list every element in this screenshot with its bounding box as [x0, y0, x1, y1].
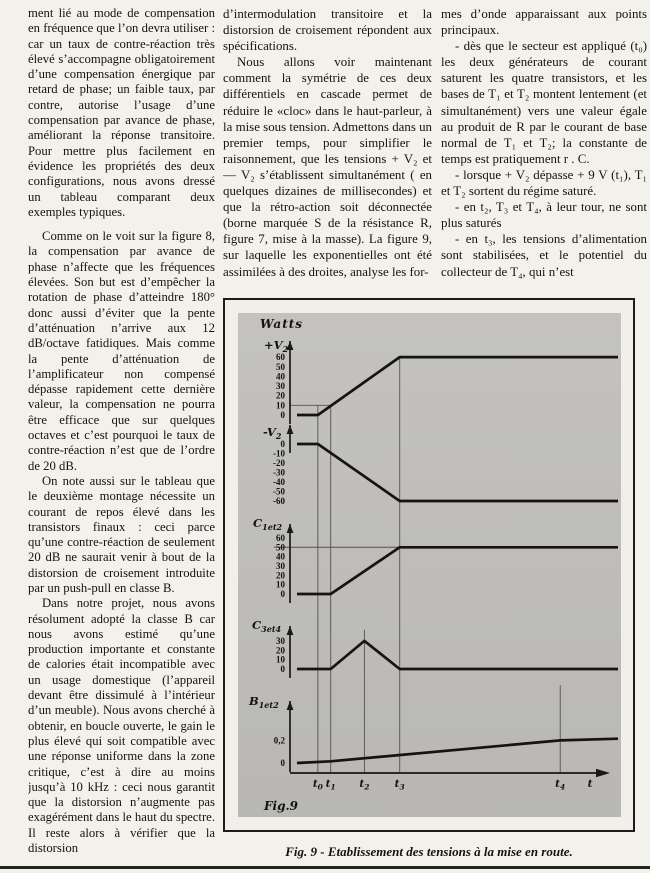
- tick-label-plus-v2: 30: [276, 381, 285, 392]
- panel-label-plus-v2: $+V_2$: [264, 338, 289, 354]
- tick-label-c3et4: 10: [276, 654, 285, 665]
- figure-caption: Fig. 9 - Etablissement des tensions à la mise en route.: [285, 844, 573, 859]
- arrow-up-icon: [287, 701, 294, 710]
- paragraph: d’intermodulation transitoire et la distorsion de croisement répondent aux spécifications.: [223, 7, 432, 54]
- tick-label-minus-v2: 0: [280, 439, 285, 449]
- tick-label-c1et2: 30: [276, 560, 285, 571]
- tick-label-minus-v2: -60: [273, 496, 285, 506]
- curve-b1et2: [297, 739, 618, 763]
- tick-label-plus-v2: 60: [276, 352, 285, 363]
- tick-label-c1et2: 60: [276, 532, 285, 543]
- panel-label-minus-v2: $-V_2$: [263, 425, 282, 441]
- paragraph: Dans notre projet, nous avons résolument adopté la classe B car nous avons estimé qu’une production importante et constante de calories était incompatible avec un usage domestique (l’appareil devant être dissimulé à l’intérieur d’un meuble). Nous avons cherché à obtenir, en boucle ouverte, le gain le plus élevé qui soit compatible avec une réponse uniforme dans la zone critique, c’est à dire au moins jusqu’à 10 kHz : ceci nous garantit que la distorsion n’augmente pas exagérément dans le haut du spectre. Il reste alors à vérifier que la distorsion: [28, 596, 215, 856]
- x-tick-label-t3: $t_3$: [394, 778, 405, 792]
- paragraph: - en t₂, T₃ et T₄, à leur tour, ne sont plus saturés: [441, 200, 647, 231]
- text-column-3: [441, 6, 647, 298]
- paragraph: On note aussi sur le tableau que le deuxième montage nécessite un courant de repos élevé dans les transistors finaux : ceci parce qu’une contre-réaction de seulement 20 dB ne saurait venir à bout de la distorsion de croisement introduite par un push-pull en classe B.: [28, 473, 215, 595]
- tick-label-c1et2: 20: [276, 570, 285, 581]
- arrow-up-icon: [287, 524, 294, 533]
- paragraph: - en t₃, les tensions d’alimentation sont stabilisées, et le potentiel du collecteur de T₄, qui n’est: [441, 232, 647, 279]
- text-column-1: [28, 6, 215, 864]
- figure-9-frame: [223, 298, 635, 832]
- paragraph: ment lié au mode de compensation en fréquence que l’on devra utiliser : car un taux de contre-réaction très élevé s’accompagne obligatoirement d’une compensation énergique par retard de phase; un faible taux, par contre, autorise l’usage d’une compensation par avance de phase, améliorant la réponse transitoire. Pour mettre plus facilement en évidence les propriétés des deux configurations, nous avons dressé un tableau comparant deux exemples typiques.: [28, 6, 215, 219]
- panel-label-c3et4: $C_{3et4}$: [252, 618, 282, 634]
- tick-label-c1et2: 50: [276, 542, 285, 553]
- paragraph: - dès que le secteur est appliqué (t₀) les deux générateurs de courant saturent les quatre transistors, et les bases de T₁ et T₂ montent lentement (et simultanément) vers une valeur égale au produit de R par le courant de base normal de T₁ et T₂; la constante de temps est pratiquement r . C.: [441, 39, 647, 166]
- panel-label-c1et2: $C_{1et2}$: [253, 516, 283, 532]
- tick-label-b1et2: 0,2: [273, 735, 285, 746]
- tick-label-plus-v2: 50: [276, 361, 285, 372]
- curve-c3et4: [297, 641, 618, 669]
- arrow-right-icon: [596, 769, 610, 777]
- bottom-rule: [0, 866, 650, 869]
- tick-label-b1et2: 0: [280, 758, 285, 768]
- tick-label-minus-v2: -50: [273, 486, 285, 497]
- tick-label-c3et4: 20: [276, 645, 285, 656]
- paragraph: Comme on le voit sur la figure 8, la compensation par avance de phase n’affecte que les fréquences élevées. Son but est d’empêcher la rotation de phase d’atteindre 180° donc aussi d’éviter que la pente d’atténuation n’arrive aux 12 dB/octave fatidiques. Mais comme la pente d’atténuation de l’amplificateur non compensé dépasse rapidement cette dernière valeur, la compensation ne pourra être efficace que sur quelques octaves et c’est pourquoi le taux de contre-réaction n’est que de l’ordre de 20 dB.: [28, 229, 215, 473]
- fig9-chart: [238, 313, 621, 817]
- curve-plus-v2: [297, 357, 618, 415]
- tick-label-c1et2: 40: [276, 551, 285, 562]
- tick-label-c1et2: 10: [276, 579, 285, 590]
- x-tick-label-t4: $t_4$: [555, 778, 566, 792]
- arrow-up-icon: [287, 425, 294, 434]
- panel-label-b1et2: $B_{1et2}$: [249, 694, 279, 710]
- tick-label-c1et2: 0: [280, 589, 285, 599]
- text-column-2: [223, 6, 432, 298]
- figure-inner-title: Fig.9: [264, 799, 298, 813]
- paragraph: mes d’onde apparaissant aux points principaux.: [441, 7, 647, 38]
- tick-label-plus-v2: 10: [276, 400, 285, 411]
- x-tick-label-t0: $t_0$: [312, 778, 323, 792]
- x-tick-label-t2: $t_2$: [359, 778, 370, 792]
- tick-label-minus-v2: -40: [273, 477, 285, 487]
- x-axis-label: t: [587, 778, 593, 790]
- tick-label-c3et4: 0: [280, 664, 285, 674]
- arrow-up-icon: [287, 626, 294, 635]
- paragraph: - lorsque + V₂ dépasse + 9 V (t₁), T₁ et T₂ sortent du régime saturé.: [441, 167, 647, 199]
- tick-label-minus-v2: -20: [273, 458, 285, 468]
- tick-label-minus-v2: -10: [273, 448, 285, 459]
- paragraph: Nous allons voir maintenant comment la symétrie de ces deux différentiels en cascade permet de réduire le «cloc» dans le haut-parleur, à la mise sous tension. Admettons dans un premier temps, pour simplifier le raisonnement, que les tensions + V₂ et — V₂ s’établissent simultanément ( en quelques dizaines de millisecondes) et que la rétro-action soit déconnectée (borne marquée S de la résistance R, figure 7, mise à la masse). La figure 9, sur laquelle les exponentielles ont été assimilées à des droites, analyse les for-: [223, 55, 432, 279]
- tick-label-minus-v2: -30: [273, 467, 285, 478]
- curve-minus-v2: [297, 444, 618, 501]
- tick-label-plus-v2: 0: [280, 410, 285, 420]
- tick-label-plus-v2: 40: [276, 371, 285, 382]
- unit-label: Watts: [260, 317, 304, 331]
- figure-9-plot-area: [238, 313, 621, 817]
- tick-label-plus-v2: 20: [276, 390, 285, 401]
- curve-c1et2: [297, 547, 618, 594]
- x-tick-label-t1: $t_1$: [325, 778, 336, 792]
- tick-label-c3et4: 30: [276, 635, 285, 646]
